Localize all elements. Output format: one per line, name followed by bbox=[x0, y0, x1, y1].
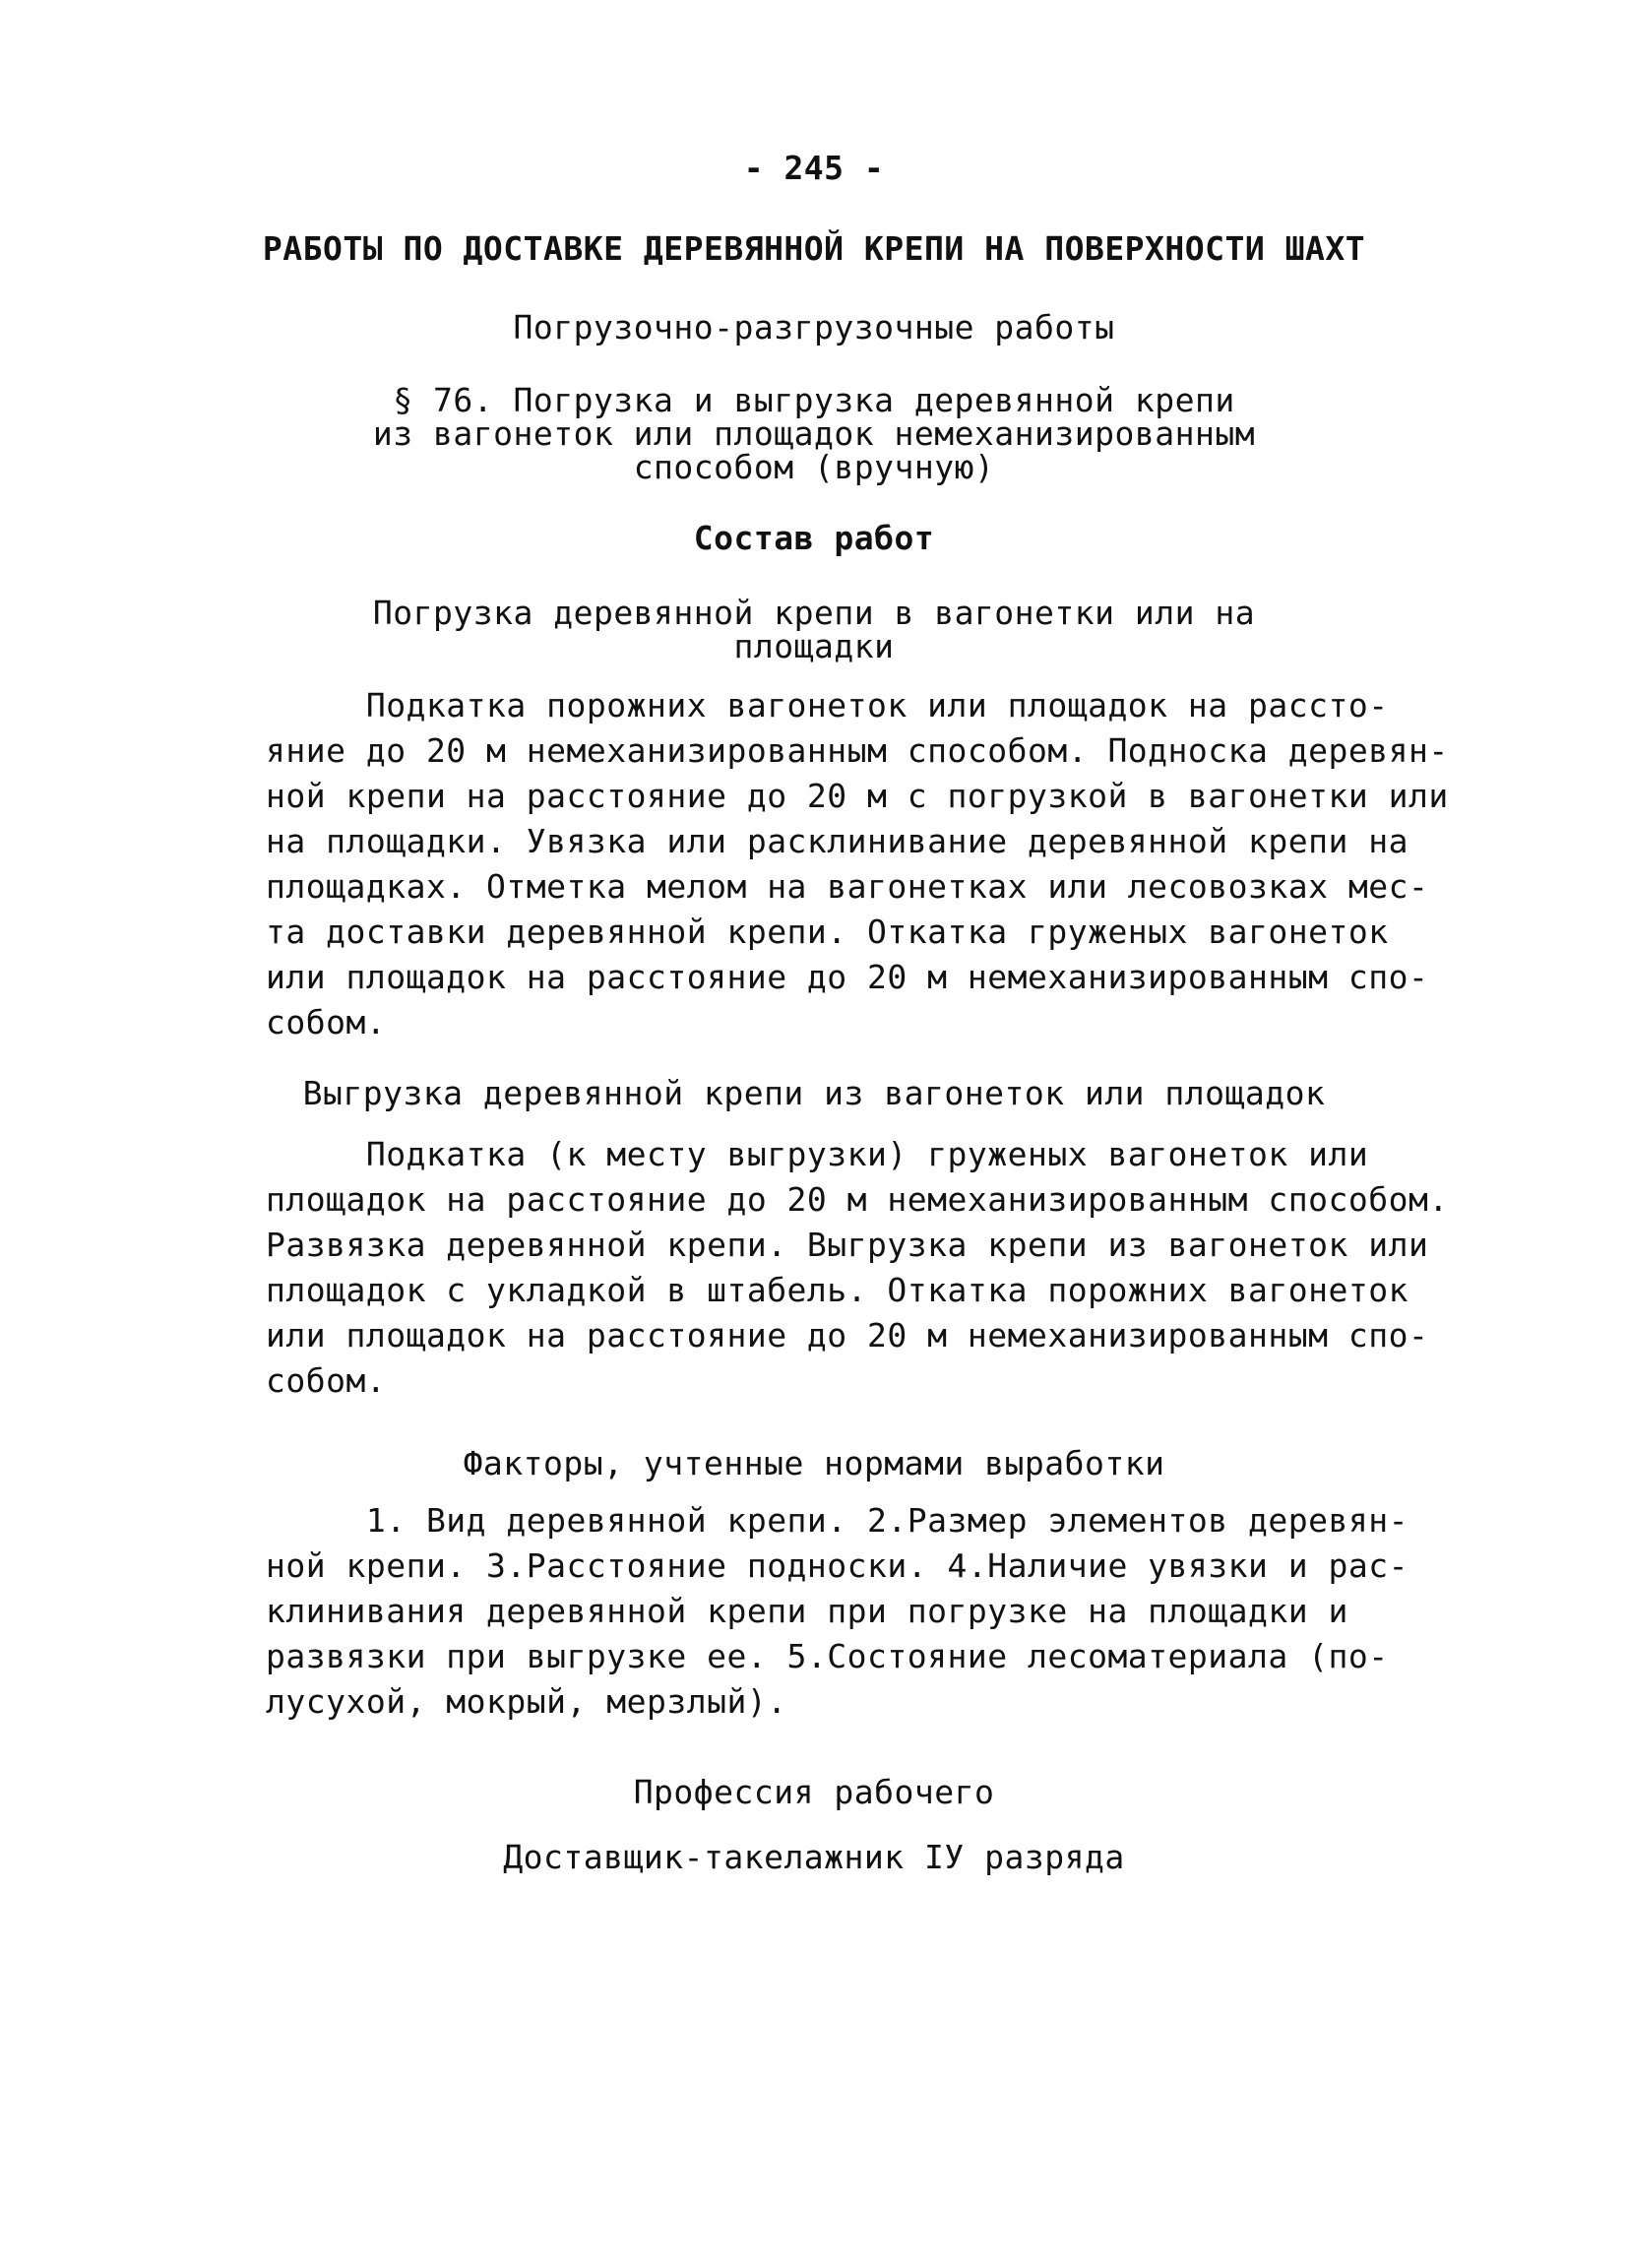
page-number: - 245 - bbox=[743, 149, 885, 187]
loading-text-line-7: или площадок на расстояние до 20 м немеханизированным спо- bbox=[266, 958, 1429, 996]
unloading-text-line-6: собом. bbox=[266, 1361, 387, 1400]
factors-text-line-1: 1. Вид деревянной крепи. 2.Размер элементов деревян- bbox=[266, 1501, 1409, 1540]
loading-heading-line-1: Погрузка деревянной крепи в вагонетки или на bbox=[372, 594, 1256, 632]
paragraph-heading-line-3: способом (вручную) bbox=[633, 448, 995, 486]
loading-text-line-6: та доставки деревянной крепи. Откатка груженых вагонеток bbox=[266, 913, 1389, 951]
composition-heading: Состав работ bbox=[693, 519, 935, 557]
unloading-text-line-4: площадок с укладкой в штабель. Откатка порожних вагонеток bbox=[266, 1271, 1409, 1309]
factors-text-line-5: лусухой, мокрый, мерзлый). bbox=[266, 1682, 787, 1721]
factors-text-line-2: ной крепи. 3.Расстояние подноски. 4.Наличие увязки и рас- bbox=[266, 1546, 1409, 1585]
loading-text-line-4: на площадки. Увязка или расклинивание деревянной крепи на bbox=[266, 822, 1409, 860]
profession-text: Доставщик-такелажник IУ разряда bbox=[503, 1838, 1125, 1876]
loading-heading-line-2: площадки bbox=[733, 627, 895, 665]
loading-text-line-8: собом. bbox=[266, 1003, 387, 1041]
unloading-text-line-1: Подкатка (к месту выгрузки) груженых вагонеток или bbox=[266, 1135, 1369, 1173]
unloading-heading: Выгрузка деревянной крепи из вагонеток или площадок bbox=[302, 1074, 1326, 1112]
loading-text-line-1: Подкатка порожних вагонеток или площадок на рассто- bbox=[266, 686, 1389, 724]
profession-heading: Профессия рабочего bbox=[633, 1773, 995, 1811]
loading-text-line-2: яние до 20 м немеханизированным способом. Подноска деревян- bbox=[266, 731, 1449, 770]
unloading-text-line-2: площадок на расстояние до 20 м немеханизированным способом. bbox=[266, 1180, 1449, 1219]
unloading-text-line-5: или площадок на расстояние до 20 м немеханизированным спо- bbox=[266, 1316, 1429, 1354]
section-title: Погрузочно-разгрузочные работы bbox=[513, 308, 1115, 346]
unloading-text-line-3: Развязка деревянной крепи. Выгрузка крепи из вагонеток или bbox=[266, 1226, 1429, 1264]
loading-text-line-5: площадках. Отметка мелом на вагонетках или лесовозках мес- bbox=[266, 867, 1429, 906]
factors-text-line-4: развязки при выгрузке ее. 5.Состояние лесоматериала (по- bbox=[266, 1637, 1389, 1675]
main-title: РАБОТЫ ПО ДОСТАВКЕ ДЕРЕВЯННОЙ КРЕПИ НА ПОВЕРХНОСТИ ШАХТ bbox=[262, 229, 1366, 268]
paragraph-heading-line-2: из вагонеток или площадок немеханизированным bbox=[372, 414, 1256, 453]
factors-heading: Факторы, учтенные нормами выработки bbox=[463, 1444, 1165, 1482]
paragraph-heading-line-1: § 76. Погрузка и выгрузка деревянной крепи bbox=[393, 381, 1235, 419]
factors-text-line-3: клинивания деревянной крепи при погрузке на площадки и bbox=[266, 1592, 1348, 1630]
loading-text-line-3: ной крепи на расстояние до 20 м с погрузкой в вагонетки или bbox=[266, 777, 1449, 815]
